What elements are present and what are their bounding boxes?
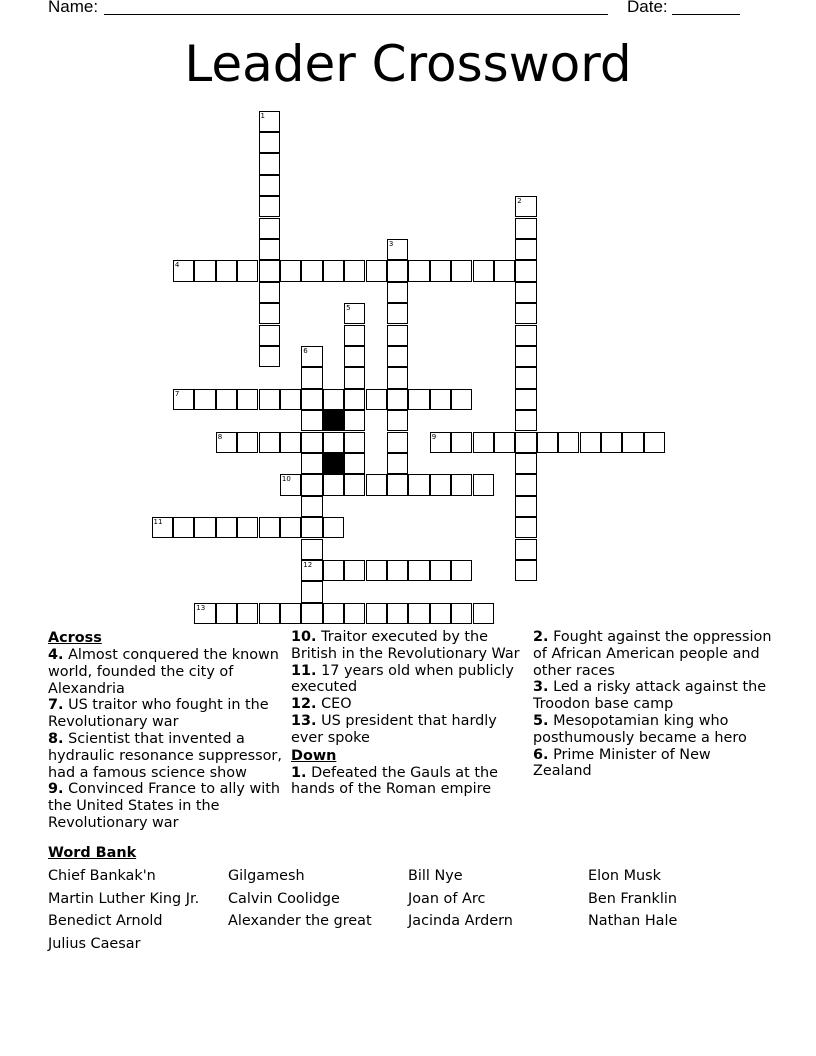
grid-cell[interactable] [515, 539, 536, 560]
grid-cell[interactable] [237, 389, 258, 410]
cell-number: 8 [217, 432, 223, 441]
clue-number: 10. [291, 629, 317, 645]
grid-cell[interactable] [515, 389, 536, 410]
grid-cell[interactable] [323, 560, 344, 581]
grid-cell[interactable] [194, 260, 215, 281]
grid-cell[interactable] [259, 389, 280, 410]
clue-text: CEO [321, 696, 352, 713]
word-bank-item: Benedict Arnold [48, 913, 163, 930]
grid-cell[interactable] [344, 325, 365, 346]
grid-cell[interactable] [473, 432, 494, 453]
clue-text: Scientist that invented a hydraulic resonance suppressor, had a famous science show [48, 730, 282, 781]
grid-cell[interactable] [259, 175, 280, 196]
grid-cell[interactable] [515, 496, 536, 517]
word-bank-item: Bill Nye [408, 868, 463, 884]
clue-text: Almost conquered the known world, founded the city of Alexandria [48, 647, 279, 697]
cell-number: 9 [431, 432, 437, 441]
grid-cell[interactable] [323, 389, 344, 410]
grid-cell[interactable] [194, 389, 215, 410]
word-bank-item: Jacinda Ardern [408, 913, 513, 930]
grid-cell[interactable] [408, 260, 429, 281]
grid-cell[interactable] [515, 239, 536, 260]
grid-cell[interactable] [366, 474, 387, 495]
grid-cell[interactable] [515, 218, 536, 239]
grid-cell[interactable] [515, 410, 536, 431]
clue-across-7 [48, 697, 283, 731]
cell-number: 1 [260, 111, 265, 120]
clue-text: Prime Minister of New Zealand [533, 746, 711, 780]
grid-cell[interactable] [515, 260, 536, 281]
grid-cell[interactable] [366, 560, 387, 581]
grid-cell[interactable] [580, 432, 601, 453]
grid-cell[interactable] [216, 517, 237, 538]
clues-column-2 [291, 629, 527, 798]
cell-number: 11 [153, 518, 163, 527]
grid-cell[interactable] [301, 410, 322, 431]
grid-cell[interactable] [237, 260, 258, 281]
grid-cell[interactable] [237, 432, 258, 453]
grid-cell[interactable] [344, 432, 365, 453]
cell-number: 3 [388, 239, 394, 248]
grid-cell[interactable] [259, 303, 280, 324]
clues-column-3 [533, 629, 773, 780]
grid-cell[interactable] [237, 603, 258, 624]
grid-cell[interactable] [344, 260, 365, 281]
name-line [104, 14, 608, 15]
grid-cell[interactable] [259, 282, 280, 303]
grid-cell[interactable] [408, 560, 429, 581]
grid-cell[interactable] [515, 453, 536, 474]
grid-cell[interactable] [408, 603, 429, 624]
clue-number: 1. [291, 764, 307, 781]
grid-cell[interactable] [259, 218, 280, 239]
grid-cell[interactable] [280, 432, 301, 453]
grid-cell[interactable] [515, 432, 536, 453]
grid-cell[interactable] [515, 474, 536, 495]
clue-number: 8. [48, 730, 64, 747]
clue-down-6 [533, 747, 773, 781]
grid-cell[interactable] [216, 603, 237, 624]
grid-cell[interactable] [216, 389, 237, 410]
clue-number: 9. [48, 781, 64, 798]
grid-cell[interactable] [237, 517, 258, 538]
word-bank-item: Martin Luther King Jr. [48, 890, 200, 907]
grid-cell[interactable] [366, 603, 387, 624]
clue-number: 3. [533, 679, 549, 696]
name-label: Name: [48, 0, 99, 16]
grid-cell[interactable] [430, 560, 451, 581]
date-line [672, 14, 740, 15]
date-label: Date: [627, 0, 668, 16]
word-bank-item: Alexander the great [228, 913, 372, 930]
grid-cell[interactable] [216, 260, 237, 281]
grid-cell[interactable] [644, 432, 665, 453]
grid-cell[interactable] [301, 517, 322, 538]
clue-down-5 [533, 713, 773, 747]
grid-cell[interactable] [259, 196, 280, 217]
grid-cell[interactable] [259, 432, 280, 453]
grid-cell[interactable] [387, 389, 408, 410]
grid-cell[interactable] [451, 560, 472, 581]
grid-cell[interactable] [387, 325, 408, 346]
grid-cell[interactable] [344, 453, 365, 474]
grid-cell[interactable] [473, 474, 494, 495]
grid-cell[interactable] [344, 389, 365, 410]
clue-across-8 [48, 731, 283, 781]
grid-cell[interactable] [259, 346, 280, 367]
grid-cell[interactable] [387, 260, 408, 281]
grid-cell[interactable] [344, 346, 365, 367]
grid-cell[interactable] [387, 282, 408, 303]
word-bank-heading: Word Bank [48, 845, 137, 861]
clue-number: 4. [48, 647, 64, 663]
grid-cell[interactable] [515, 367, 536, 388]
grid-cell[interactable] [408, 389, 429, 410]
across-heading: Across [48, 630, 102, 646]
grid-cell[interactable] [259, 517, 280, 538]
grid-cell[interactable] [451, 603, 472, 624]
grid-cell[interactable] [451, 432, 472, 453]
grid-cell[interactable] [515, 303, 536, 324]
grid-cell[interactable] [430, 474, 451, 495]
word-bank-item: Nathan Hale [588, 913, 678, 930]
grid-cell[interactable] [280, 603, 301, 624]
grid-cell[interactable] [515, 282, 536, 303]
grid-cell[interactable] [451, 389, 472, 410]
clues-column-1 [48, 629, 283, 832]
grid-cell[interactable] [259, 239, 280, 260]
clue-down-1 [291, 765, 527, 799]
grid-cell[interactable] [430, 603, 451, 624]
grid-cell[interactable] [408, 474, 429, 495]
word-bank-item: Elon Musk [588, 868, 661, 884]
grid-cell[interactable] [430, 260, 451, 281]
clue-down-3 [533, 679, 773, 713]
grid-cell[interactable] [323, 260, 344, 281]
grid-cell[interactable] [194, 517, 215, 538]
grid-cell[interactable] [301, 367, 322, 388]
word-bank-item: Ben Franklin [588, 890, 677, 907]
grid-cell[interactable] [344, 603, 365, 624]
name-date-row [48, 0, 748, 19]
clue-across-9 [48, 781, 283, 831]
clue-text: Led a risky attack against the Troodon base camp [533, 679, 767, 713]
grid-cell[interactable] [430, 389, 451, 410]
grid-cell[interactable] [451, 474, 472, 495]
grid-cell[interactable] [301, 603, 322, 624]
grid-cell[interactable] [537, 432, 558, 453]
grid-cell[interactable] [301, 432, 322, 453]
grid-cell[interactable] [301, 581, 322, 602]
cell-number: 6 [303, 346, 308, 355]
clue-across-4 [48, 647, 283, 697]
clue-across-10 [291, 629, 527, 663]
grid-cell[interactable] [323, 517, 344, 538]
clue-across-11 [291, 663, 527, 697]
grid-cell[interactable] [473, 260, 494, 281]
clue-text: Defeated the Gauls at the hands of the Roman empire [291, 764, 498, 798]
cell-number: 13 [196, 603, 206, 612]
grid-cell[interactable] [344, 560, 365, 581]
grid-cell[interactable] [259, 603, 280, 624]
grid-cell[interactable] [259, 260, 280, 281]
clue-number: 13. [291, 712, 317, 729]
grid-cell[interactable] [494, 432, 515, 453]
clue-number: 7. [48, 697, 64, 714]
grid-cell[interactable] [323, 603, 344, 624]
grid-cell[interactable] [301, 453, 322, 474]
word-bank-item: Chief Bankak'n [48, 868, 156, 884]
black-cell [323, 453, 344, 474]
clue-text: US traitor who fought in the Revolutionary war [48, 697, 269, 731]
grid-cell[interactable] [301, 496, 322, 517]
grid-cell[interactable] [173, 517, 194, 538]
grid-cell[interactable] [344, 367, 365, 388]
clue-text: US president that hardly ever spoke [291, 712, 497, 746]
grid-cell[interactable] [280, 260, 301, 281]
clue-number: 11. [291, 662, 317, 679]
grid-cell[interactable] [323, 432, 344, 453]
grid-cell[interactable] [387, 303, 408, 324]
grid-cell[interactable] [387, 367, 408, 388]
clue-across-12 [291, 696, 527, 713]
grid-cell[interactable] [280, 389, 301, 410]
grid-cell[interactable] [344, 410, 365, 431]
cell-number: 7 [174, 389, 180, 398]
page-title: Leader Crossword [184, 35, 632, 93]
grid-cell[interactable] [387, 410, 408, 431]
clue-text: Fought against the oppression of African American people and other races [533, 629, 772, 679]
grid-cell[interactable] [622, 432, 643, 453]
grid-cell[interactable] [515, 517, 536, 538]
grid-cell[interactable] [301, 539, 322, 560]
clue-number: 12. [291, 696, 317, 713]
grid-cell[interactable] [473, 603, 494, 624]
grid-cell[interactable] [366, 389, 387, 410]
grid-cell[interactable] [515, 560, 536, 581]
clue-across-13 [291, 713, 527, 747]
clue-text: 17 years old when publicly executed [291, 662, 514, 696]
clue-down-2 [533, 629, 773, 679]
grid-cell[interactable] [301, 260, 322, 281]
grid-cell[interactable] [515, 346, 536, 367]
cell-number: 4 [174, 261, 180, 270]
grid-cell[interactable] [387, 474, 408, 495]
grid-cell[interactable] [601, 432, 622, 453]
word-bank-item: Joan of Arc [408, 890, 486, 907]
grid-cell[interactable] [280, 517, 301, 538]
cell-number: 12 [303, 560, 313, 569]
grid-cell[interactable] [387, 346, 408, 367]
grid-cell[interactable] [515, 325, 536, 346]
grid-cell[interactable] [301, 389, 322, 410]
word-bank-item: Calvin Coolidge [228, 890, 340, 907]
grid-cell[interactable] [451, 260, 472, 281]
grid-cell[interactable] [387, 432, 408, 453]
grid-cell[interactable] [387, 603, 408, 624]
down-heading: Down [291, 747, 337, 764]
clue-number: 5. [533, 712, 549, 729]
word-bank-item: Julius Caesar [48, 936, 141, 953]
cell-number: 10 [281, 475, 291, 484]
cell-number: 5 [346, 304, 351, 313]
grid-cell[interactable] [494, 260, 515, 281]
grid-cell[interactable] [558, 432, 579, 453]
grid-cell[interactable] [259, 132, 280, 153]
clue-number: 6. [533, 746, 549, 763]
grid-cell[interactable] [366, 260, 387, 281]
grid-cell[interactable] [259, 325, 280, 346]
grid-cell[interactable] [344, 474, 365, 495]
grid-cell[interactable] [387, 453, 408, 474]
grid-cell[interactable] [387, 560, 408, 581]
clue-text: Traitor executed by the British in the Revolutionary War [291, 629, 520, 662]
word-bank-item: Gilgamesh [228, 868, 305, 884]
cell-number: 2 [517, 197, 522, 206]
clue-text: Mesopotamian king who posthumously became a hero [533, 712, 747, 746]
grid-cell[interactable] [301, 474, 322, 495]
black-cell [323, 410, 344, 431]
clue-text: Convinced France to ally with the United States in the Revolutionary war [48, 781, 281, 831]
grid-cell[interactable] [323, 474, 344, 495]
grid-cell[interactable] [259, 153, 280, 174]
clue-number: 2. [533, 629, 549, 645]
